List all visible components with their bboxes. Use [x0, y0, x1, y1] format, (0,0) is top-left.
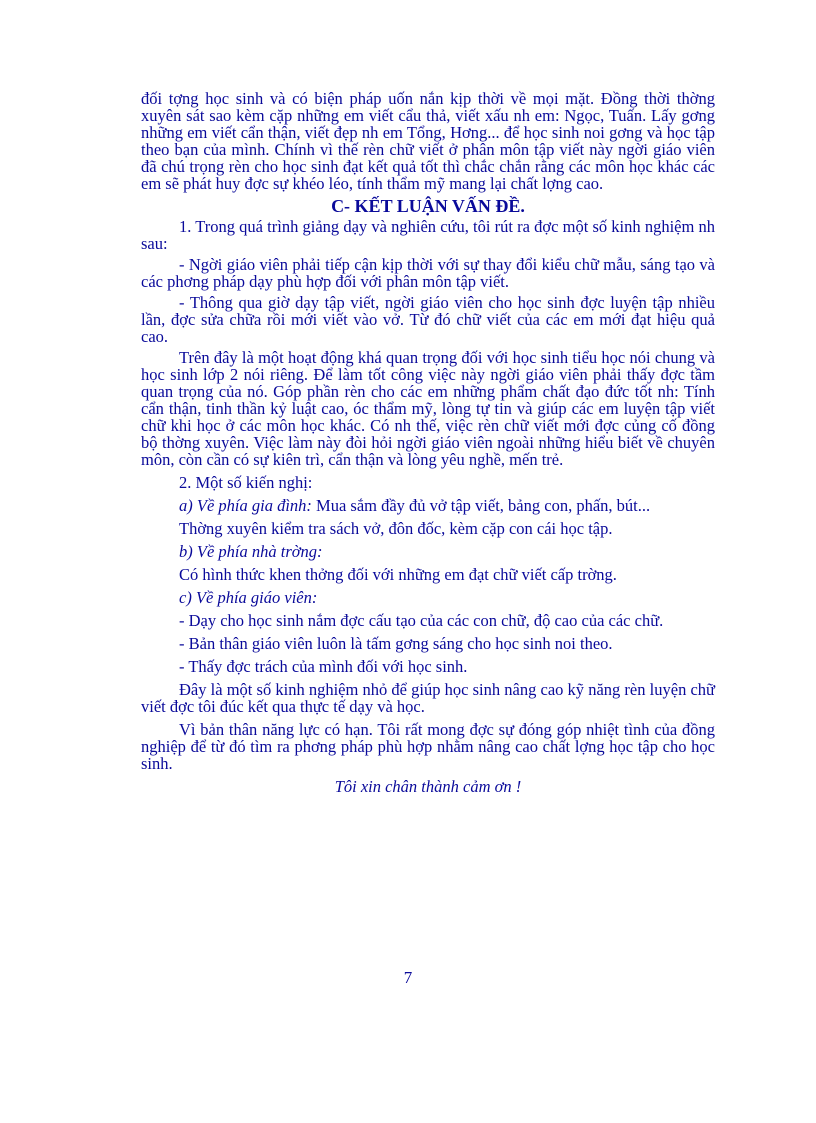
- page-number: 7: [403, 968, 413, 987]
- paragraph-12: - Bản thân giáo viên luôn là tấm gơng sáng cho học sinh noi theo.: [179, 634, 613, 653]
- paragraph-9: Có hình thức khen thởng đối với những em đạt chữ viết cấp trờng.: [179, 565, 617, 584]
- paragraph-intro: đối tợng học sinh và có biện pháp uốn nắn kịp thời về mọi mặt. Đồng thời thờng xuyên sát sao kèm cặp những em viết cẩu thả, viết xấu nh em: Ngọc, Tuấn. Lấy gơng những em viết cẩn thận, viết đẹp nh em Tổng, Hơng... để học sinh noi gơng và học tập theo bạn của mình. Chính vì thế rèn chữ viết ở phân môn tập viết này ngời giáo viên đã chú trọng rèn cho học sinh đạt kết quả tốt thì chắc chắn rằng các môn học khác các em sẽ phát huy đợc sự khéo léo, tính thẩm mỹ mang lại chất lợng cao.: [141, 89, 715, 193]
- document-page: [141, 90, 715, 795]
- paragraph-4: Trên đây là một hoạt động khá quan trọng đối với học sinh tiểu học nói chung và học sinh lớp 2 nói riêng. Để làm tốt công việc này ngời giáo viên phải thấy đợc tầm quan trọng của nó. Góp phần rèn cho các em những phẩm chất đạo đức tốt nh: Tính cẩn thận, tinh thần kỷ luật cao, óc thẩm mỹ, lòng tự tin và giúp các em luyện tập viết chữ khi học ở các môn học khác. Có nh thế, việc rèn chữ viết mới đợc củng cố đồng bộ thờng xuyên. Việc làm này đòi hỏi ngời giáo viên ngoài những hiểu biết về chuyên môn, còn cần có sự kiên trì, cẩn thận và lòng yêu nghề, mến trẻ.: [141, 348, 715, 469]
- paragraph-15: Vì bản thân năng lực có hạn. Tôi rất mong đợc sự đóng góp nhiệt tình của đồng nghiệp để từ đó tìm ra phơng pháp phù hợp nhằm nâng cao chất lợng học tập cho học sinh.: [141, 720, 715, 773]
- paragraph-7: Thờng xuyên kiểm tra sách vở, đôn đốc, kèm cặp con cái học tập.: [179, 519, 613, 538]
- paragraph-11: - Dạy cho học sinh nắm đợc cấu tạo của các con chữ, độ cao của các chữ.: [179, 611, 664, 630]
- paragraph-3: - Thông qua giờ dạy tập viết, ngời giáo viên cho học sinh đợc luyện tập nhiều lần, đợc sửa chữa rồi mới viết vào vở. Từ đó chữ viết của các em mới đạt hiệu quả cao.: [141, 293, 715, 346]
- paragraph-5: 2. Một số kiến nghị:: [179, 473, 313, 492]
- paragraph-6: [141, 497, 715, 514]
- paragraph-14: Đây là một số kinh nghiệm nhỏ để giúp học sinh nâng cao kỹ năng rèn luyện chữ viết đợc tôi đúc kết qua thực tế dạy và học.: [141, 680, 715, 716]
- teacher-label: c) Về phía giáo viên:: [179, 588, 318, 607]
- family-text: Mua sắm đầy đủ vở tập viết, bảng con, phấn, bút...: [311, 496, 651, 515]
- paragraph-13: - Thấy đợc trách của mình đối với học sinh.: [179, 657, 468, 676]
- section-heading: C- KẾT LUẬN VẤN ĐỀ.: [331, 196, 525, 216]
- paragraph-2: - Ngời giáo viên phải tiếp cận kịp thời với sự thay đổi kiểu chữ mẫu, sáng tạo và các phơng pháp dạy phù hợp đối với phân môn tập viết.: [141, 255, 715, 291]
- school-label: b) Về phía nhà trờng:: [179, 542, 323, 561]
- closing-thanks: Tôi xin chân thành cảm ơn !: [334, 777, 522, 796]
- paragraph-1: 1. Trong quá trình giảng dạy và nghiên cứu, tôi rút ra đợc một số kinh nghiệm nh sau:: [141, 217, 715, 253]
- family-label: a) Về phía gia đình:: [179, 496, 312, 515]
